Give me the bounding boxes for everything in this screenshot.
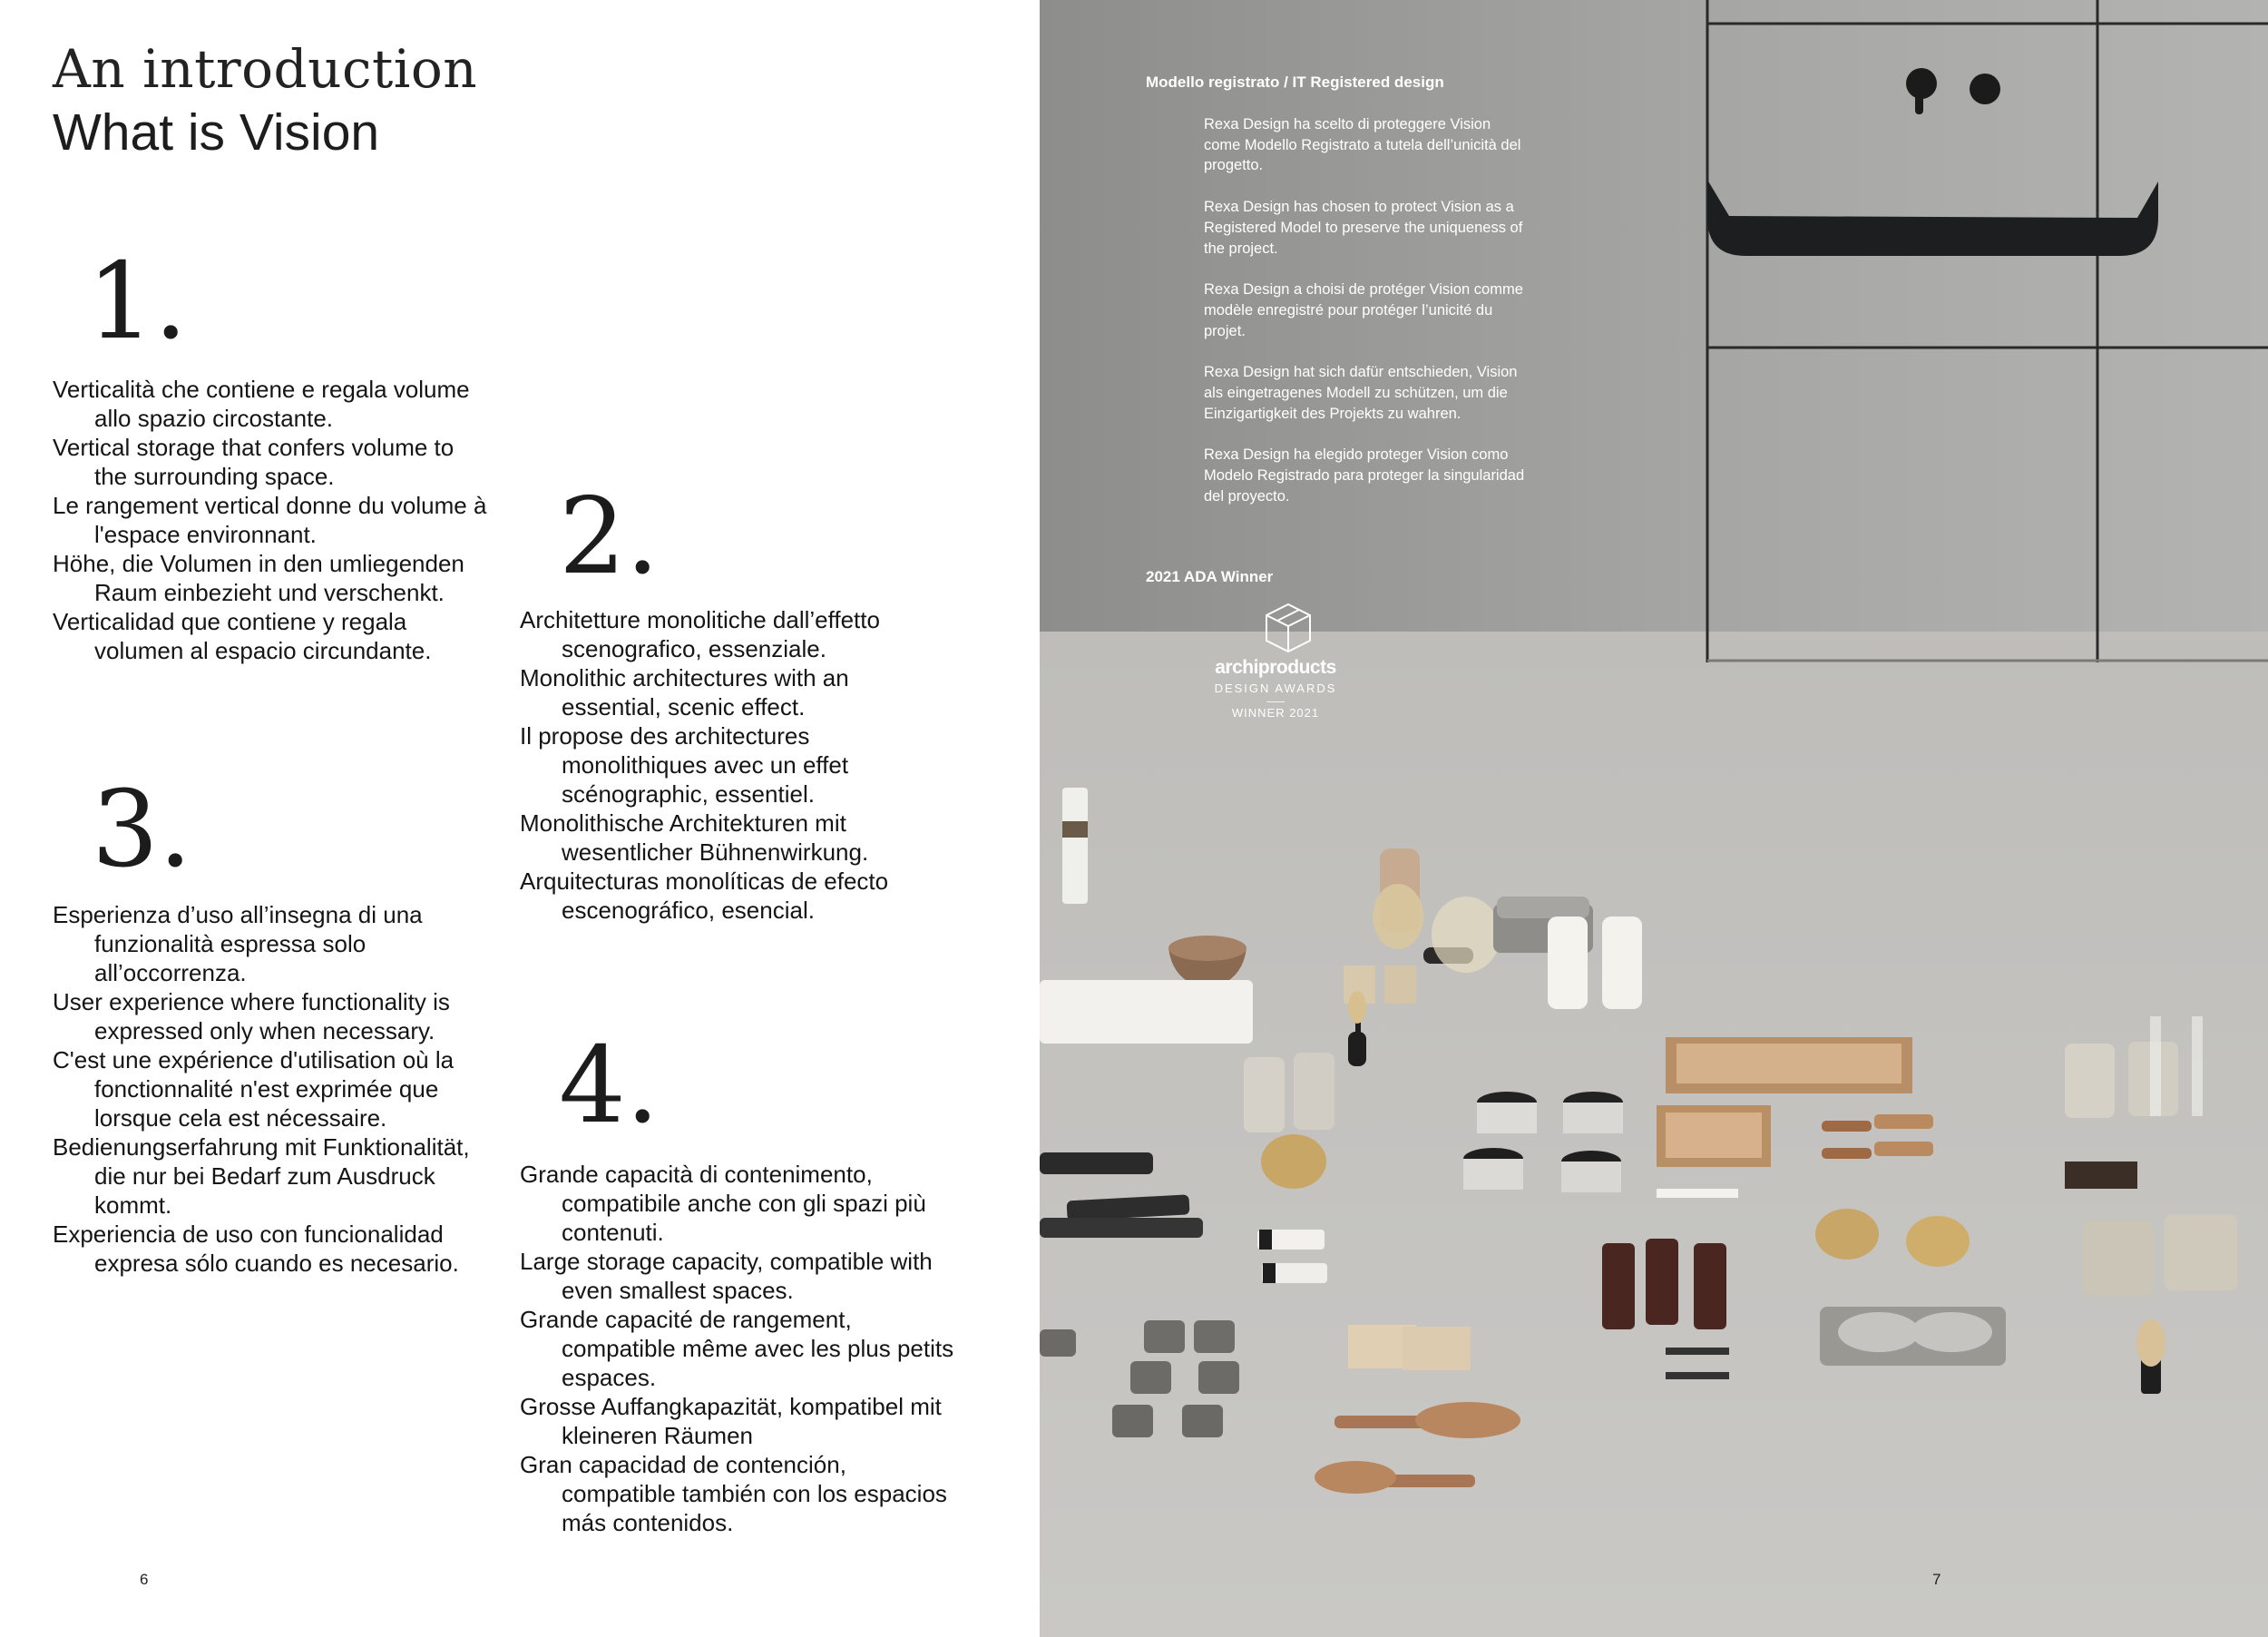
award-winner: WINNER 2021 [1231, 706, 1320, 720]
left-page-number: 6 [140, 1571, 149, 1588]
section-line: Experiencia de uso con funcionalidad expresa sólo cuando es necesario. [53, 1220, 459, 1277]
section-line: Large storage capacity, compatible with even smallest spaces. [520, 1248, 933, 1304]
product-photo-page [1040, 0, 2268, 1637]
registered-paragraph: Rexa Design has chosen to protect Vision as a Registered Model to preserve the uniqueness of the project. [1204, 199, 1523, 257]
section-1-text [53, 375, 488, 665]
award-subtitle: DESIGN AWARDS [1214, 681, 1337, 695]
section-3-text [53, 900, 479, 1278]
section-line: Le rangement vertical donne du volume à l'espace environnant. [53, 492, 487, 548]
section-number-2: 2. [559, 475, 660, 598]
section-line: C'est une expérience d'utilisation où la fonctionnalité n'est exprimée que lorsque cela est nécessaire. [53, 1046, 455, 1132]
section-line: Esperienza d’uso all’insegna di una funzionalità espressa solo all’occorrenza. [53, 901, 423, 986]
registered-paragraph: Rexa Design a choisi de protéger Vision comme modèle enregistré pour protéger l’unicité du projet. [1204, 281, 1523, 339]
section-line: Grande capacità di contenimento, compatibile anche con gli spazi più contenuti. [520, 1161, 926, 1246]
section-line: Verticalidad que contiene y regala volumen al espacio circundante. [53, 608, 432, 664]
intro-heading: An introduction [53, 38, 478, 100]
registered-design-title: Modello registrato / IT Registered design [1146, 74, 1444, 91]
award-logo-space [1203, 603, 1348, 654]
award-brand: archiproducts [1215, 657, 1336, 678]
award-divider [1266, 701, 1285, 702]
section-number-3: 3. [92, 769, 192, 891]
section-4-text [520, 1160, 955, 1537]
section-line: Monolithische Architekturen mit wesentlicher Bühnenwirkung. [520, 809, 869, 866]
section-line: Höhe, die Volumen in den umliegenden Raum einbezieht und verschenkt. [53, 550, 464, 606]
registered-paragraph: Rexa Design hat sich dafür entschieden, Vision als eingetragenes Modell zu schützen, um die Einzigartigkeit des Projekts zu wahren. [1204, 364, 1518, 422]
section-line: Il propose des architectures monolithiques avec un effet scénographic, essentiel. [520, 722, 849, 808]
section-line: User experience where functionality is expressed only when necessary. [53, 988, 450, 1044]
vision-heading: What is Vision [53, 103, 380, 162]
registered-paragraph: Rexa Design ha scelto di proteggere Vision come Modello Registrato a tutela dell’unicità del progetto. [1204, 116, 1521, 174]
right-page-number: 7 [1932, 1571, 1941, 1588]
floor [1040, 632, 2268, 1637]
section-line: Gran capacidad de contención, compatible también con los espacios más contenidos. [520, 1451, 947, 1536]
section-line: Verticalità che contiene e regala volume allo spazio circostante. [53, 376, 470, 432]
award-title: 2021 ADA Winner [1146, 568, 1274, 585]
section-number-1: 1. [87, 240, 188, 363]
registered-design-text [1204, 114, 1530, 528]
award-badge [1203, 603, 1348, 720]
section-2-text [520, 605, 937, 925]
section-number-4: 4. [559, 1024, 660, 1147]
section-line: Monolithic architectures with an essential, scenic effect. [520, 664, 849, 720]
section-line: Arquitecturas monolíticas de efecto escenográfico, esencial. [520, 868, 889, 924]
section-line: Vertical storage that confers volume to the surrounding space. [53, 434, 455, 490]
registered-paragraph: Rexa Design ha elegido proteger Vision como Modelo Registrado para proteger la singularidad del proyecto. [1204, 446, 1525, 505]
section-line: Grande capacité de rangement, compatible même avec les plus petits espaces. [520, 1306, 954, 1391]
section-line: Bedienungserfahrung mit Funktionalität, die nur bei Bedarf zum Ausdruck kommt. [53, 1133, 470, 1219]
section-line: Grosse Auffangkapazität, kompatibel mit kleineren Räumen [520, 1393, 942, 1449]
section-line: Architetture monolitiche dall’effetto scenografico, essenziale. [520, 606, 880, 662]
left-page [0, 0, 1040, 1637]
